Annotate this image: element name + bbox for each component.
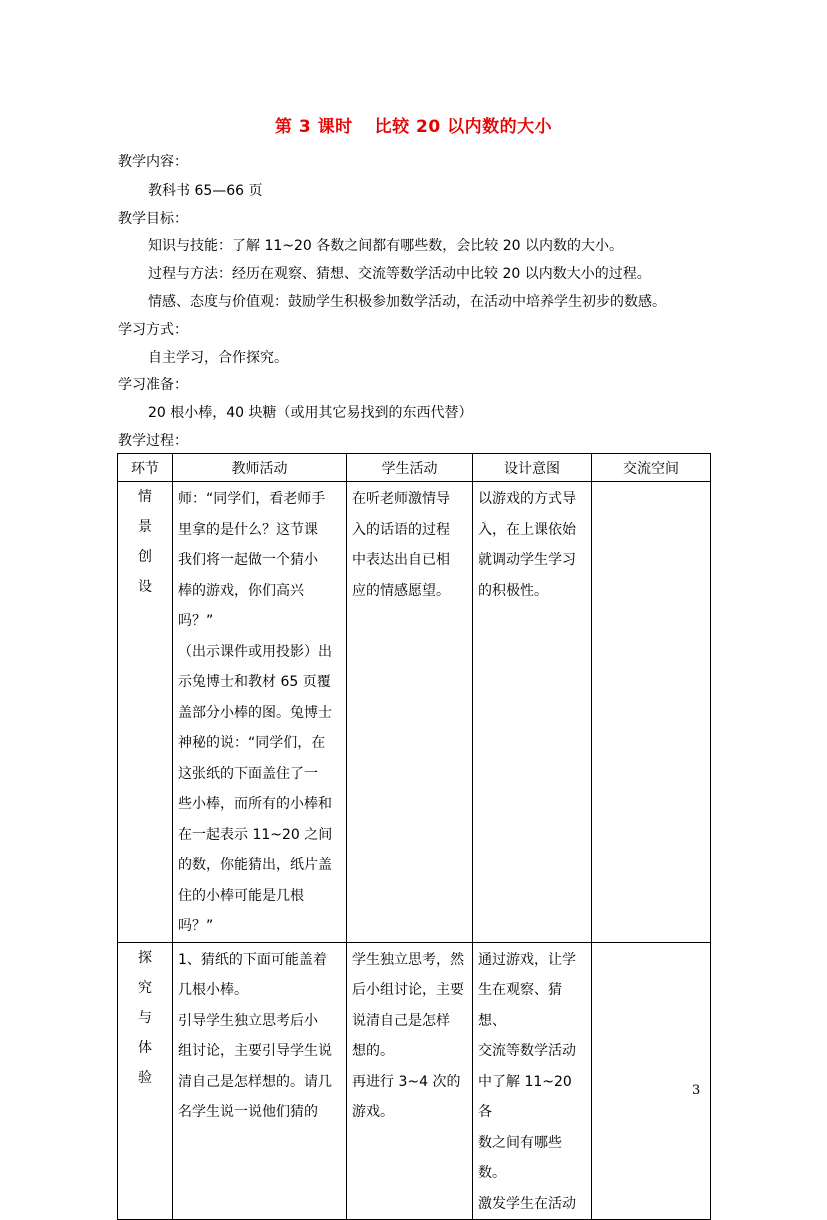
table-row bbox=[118, 942, 711, 1220]
header-teacher-activity: 教师活动 bbox=[173, 454, 347, 482]
design-text-line: 生在观察、猜想、 bbox=[478, 982, 562, 1029]
teacher-cell bbox=[173, 482, 347, 943]
design-text-line: 以游戏的方式导 bbox=[478, 491, 576, 507]
design-cell bbox=[473, 942, 592, 1220]
process-label: 教学过程： bbox=[118, 433, 188, 449]
content-label: 教学内容： bbox=[118, 154, 188, 170]
teacher-text-line: 吗？” bbox=[178, 918, 214, 934]
student-text-line: 在听老师激情导 bbox=[352, 491, 450, 507]
teacher-text-line: 里拿的是什么？这节课 bbox=[178, 521, 318, 538]
student-text-line: 再进行 3~4 次的 bbox=[352, 1073, 461, 1090]
teacher-text-line: 清自己是怎样想的。请几 bbox=[178, 1073, 332, 1090]
page-number: 3 bbox=[692, 1083, 701, 1098]
student-cell bbox=[347, 942, 473, 1220]
design-text-line: 的积极性。 bbox=[478, 582, 548, 599]
teacher-text-line: 名学生说一说他们猜的 bbox=[178, 1104, 318, 1120]
teacher-text-line: 的数，你能猜出，纸片盖 bbox=[178, 857, 332, 873]
teacher-text-line: 盖部分小棒的图。兔博士 bbox=[178, 704, 332, 721]
teacher-text-line: 引导学生独立思考后小 bbox=[178, 1012, 318, 1029]
lesson-topic: 比较 20 以内数的大小 bbox=[374, 117, 553, 137]
design-text-line: 中了解 11~20 各 bbox=[478, 1073, 572, 1120]
header-exchange-space: 交流空间 bbox=[592, 454, 711, 482]
stage-label: 情景创设 bbox=[138, 489, 152, 595]
prep-text: 20 根小棒，40 块糖（或用其它易找到的东西代替） bbox=[148, 405, 473, 421]
method-label: 学习方式： bbox=[118, 322, 188, 338]
design-text-line: 数之间有哪些数。 bbox=[478, 1134, 562, 1181]
goals-label: 教学目标： bbox=[118, 211, 188, 227]
student-text-line: 学生独立思考，然 bbox=[352, 951, 464, 968]
space-cell bbox=[592, 482, 711, 943]
teacher-text-line: 1、猜纸的下面可能盖着 bbox=[178, 951, 327, 968]
teacher-text-line: 组讨论，主要引导学生说 bbox=[178, 1043, 332, 1059]
design-text-line: 交流等数学活动 bbox=[478, 1043, 576, 1059]
stage-cell bbox=[118, 942, 173, 1220]
teacher-text-line: 这张纸的下面盖住了一 bbox=[178, 765, 318, 782]
student-text-line: 游戏。 bbox=[352, 1104, 394, 1120]
teacher-text-line: （出示课件或用投影）出 bbox=[178, 643, 332, 660]
teacher-text-line: 棒的游戏，你们高兴 bbox=[178, 582, 304, 599]
lesson-process-table bbox=[117, 453, 711, 1220]
design-text-line: 就调动学生学习 bbox=[478, 552, 576, 568]
teacher-text-line: 神秘的说：“同学们，在 bbox=[178, 735, 326, 751]
design-text-line: 通过游戏，让学 bbox=[478, 951, 576, 968]
teacher-text-line: 几根小棒。 bbox=[178, 982, 248, 998]
teacher-text-line: 住的小棒可能是几根 bbox=[178, 887, 304, 904]
table-row bbox=[118, 482, 711, 943]
teacher-text-line: 在一起表示 11~20 之间 bbox=[178, 826, 333, 843]
prep-label: 学习准备： bbox=[118, 377, 188, 393]
student-text-line: 后小组讨论，主要 bbox=[352, 982, 464, 998]
student-text-line: 中表达出自已相 bbox=[352, 552, 450, 568]
student-text-line: 入的话语的过程 bbox=[352, 521, 450, 538]
stage-cell bbox=[118, 482, 173, 943]
student-cell bbox=[347, 482, 473, 943]
teacher-text-line: 我们将一起做一个猜小 bbox=[178, 552, 318, 568]
teacher-text-line: 吗？” bbox=[178, 613, 214, 629]
goal-knowledge: 知识与技能：了解 11~20 各数之间都有哪些数，会比较 20 以内数的大小。 bbox=[148, 238, 623, 254]
goal-attitude: 情感、态度与价值观：鼓励学生积极参加数学活动，在活动中培养学生初步的数感。 bbox=[148, 294, 666, 310]
student-text-line: 说清自己是怎样 bbox=[352, 1012, 450, 1029]
content-text: 教科书 65—66 页 bbox=[148, 183, 263, 199]
method-text: 自主学习，合作探究。 bbox=[148, 350, 288, 366]
header-stage: 环节 bbox=[118, 454, 173, 482]
teacher-text-line: 些小棒，而所有的小棒和 bbox=[178, 796, 332, 812]
header-design-intent: 设计意图 bbox=[473, 454, 592, 482]
student-text-line: 想的。 bbox=[352, 1043, 394, 1059]
lesson-number: 第 3 课时 bbox=[274, 117, 353, 137]
design-text-line: 激发学生在活动 bbox=[478, 1195, 576, 1212]
teacher-text-line: 师：“同学们，看老师手 bbox=[178, 491, 326, 507]
design-cell bbox=[473, 482, 592, 943]
teacher-cell bbox=[173, 942, 347, 1220]
stage-label: 探究与体验 bbox=[138, 949, 152, 1086]
design-text-line: 入，在上课依始 bbox=[478, 521, 576, 538]
teacher-text-line: 示兔博士和教材 65 页覆 bbox=[178, 674, 331, 690]
table-header-row bbox=[118, 454, 711, 482]
space-cell bbox=[592, 942, 711, 1220]
lesson-title bbox=[0, 112, 827, 137]
header-student-activity: 学生活动 bbox=[347, 454, 473, 482]
student-text-line: 应的情感愿望。 bbox=[352, 582, 450, 599]
goal-process: 过程与方法：经历在观察、猜想、交流等数学活动中比较 20 以内数大小的过程。 bbox=[148, 266, 651, 282]
